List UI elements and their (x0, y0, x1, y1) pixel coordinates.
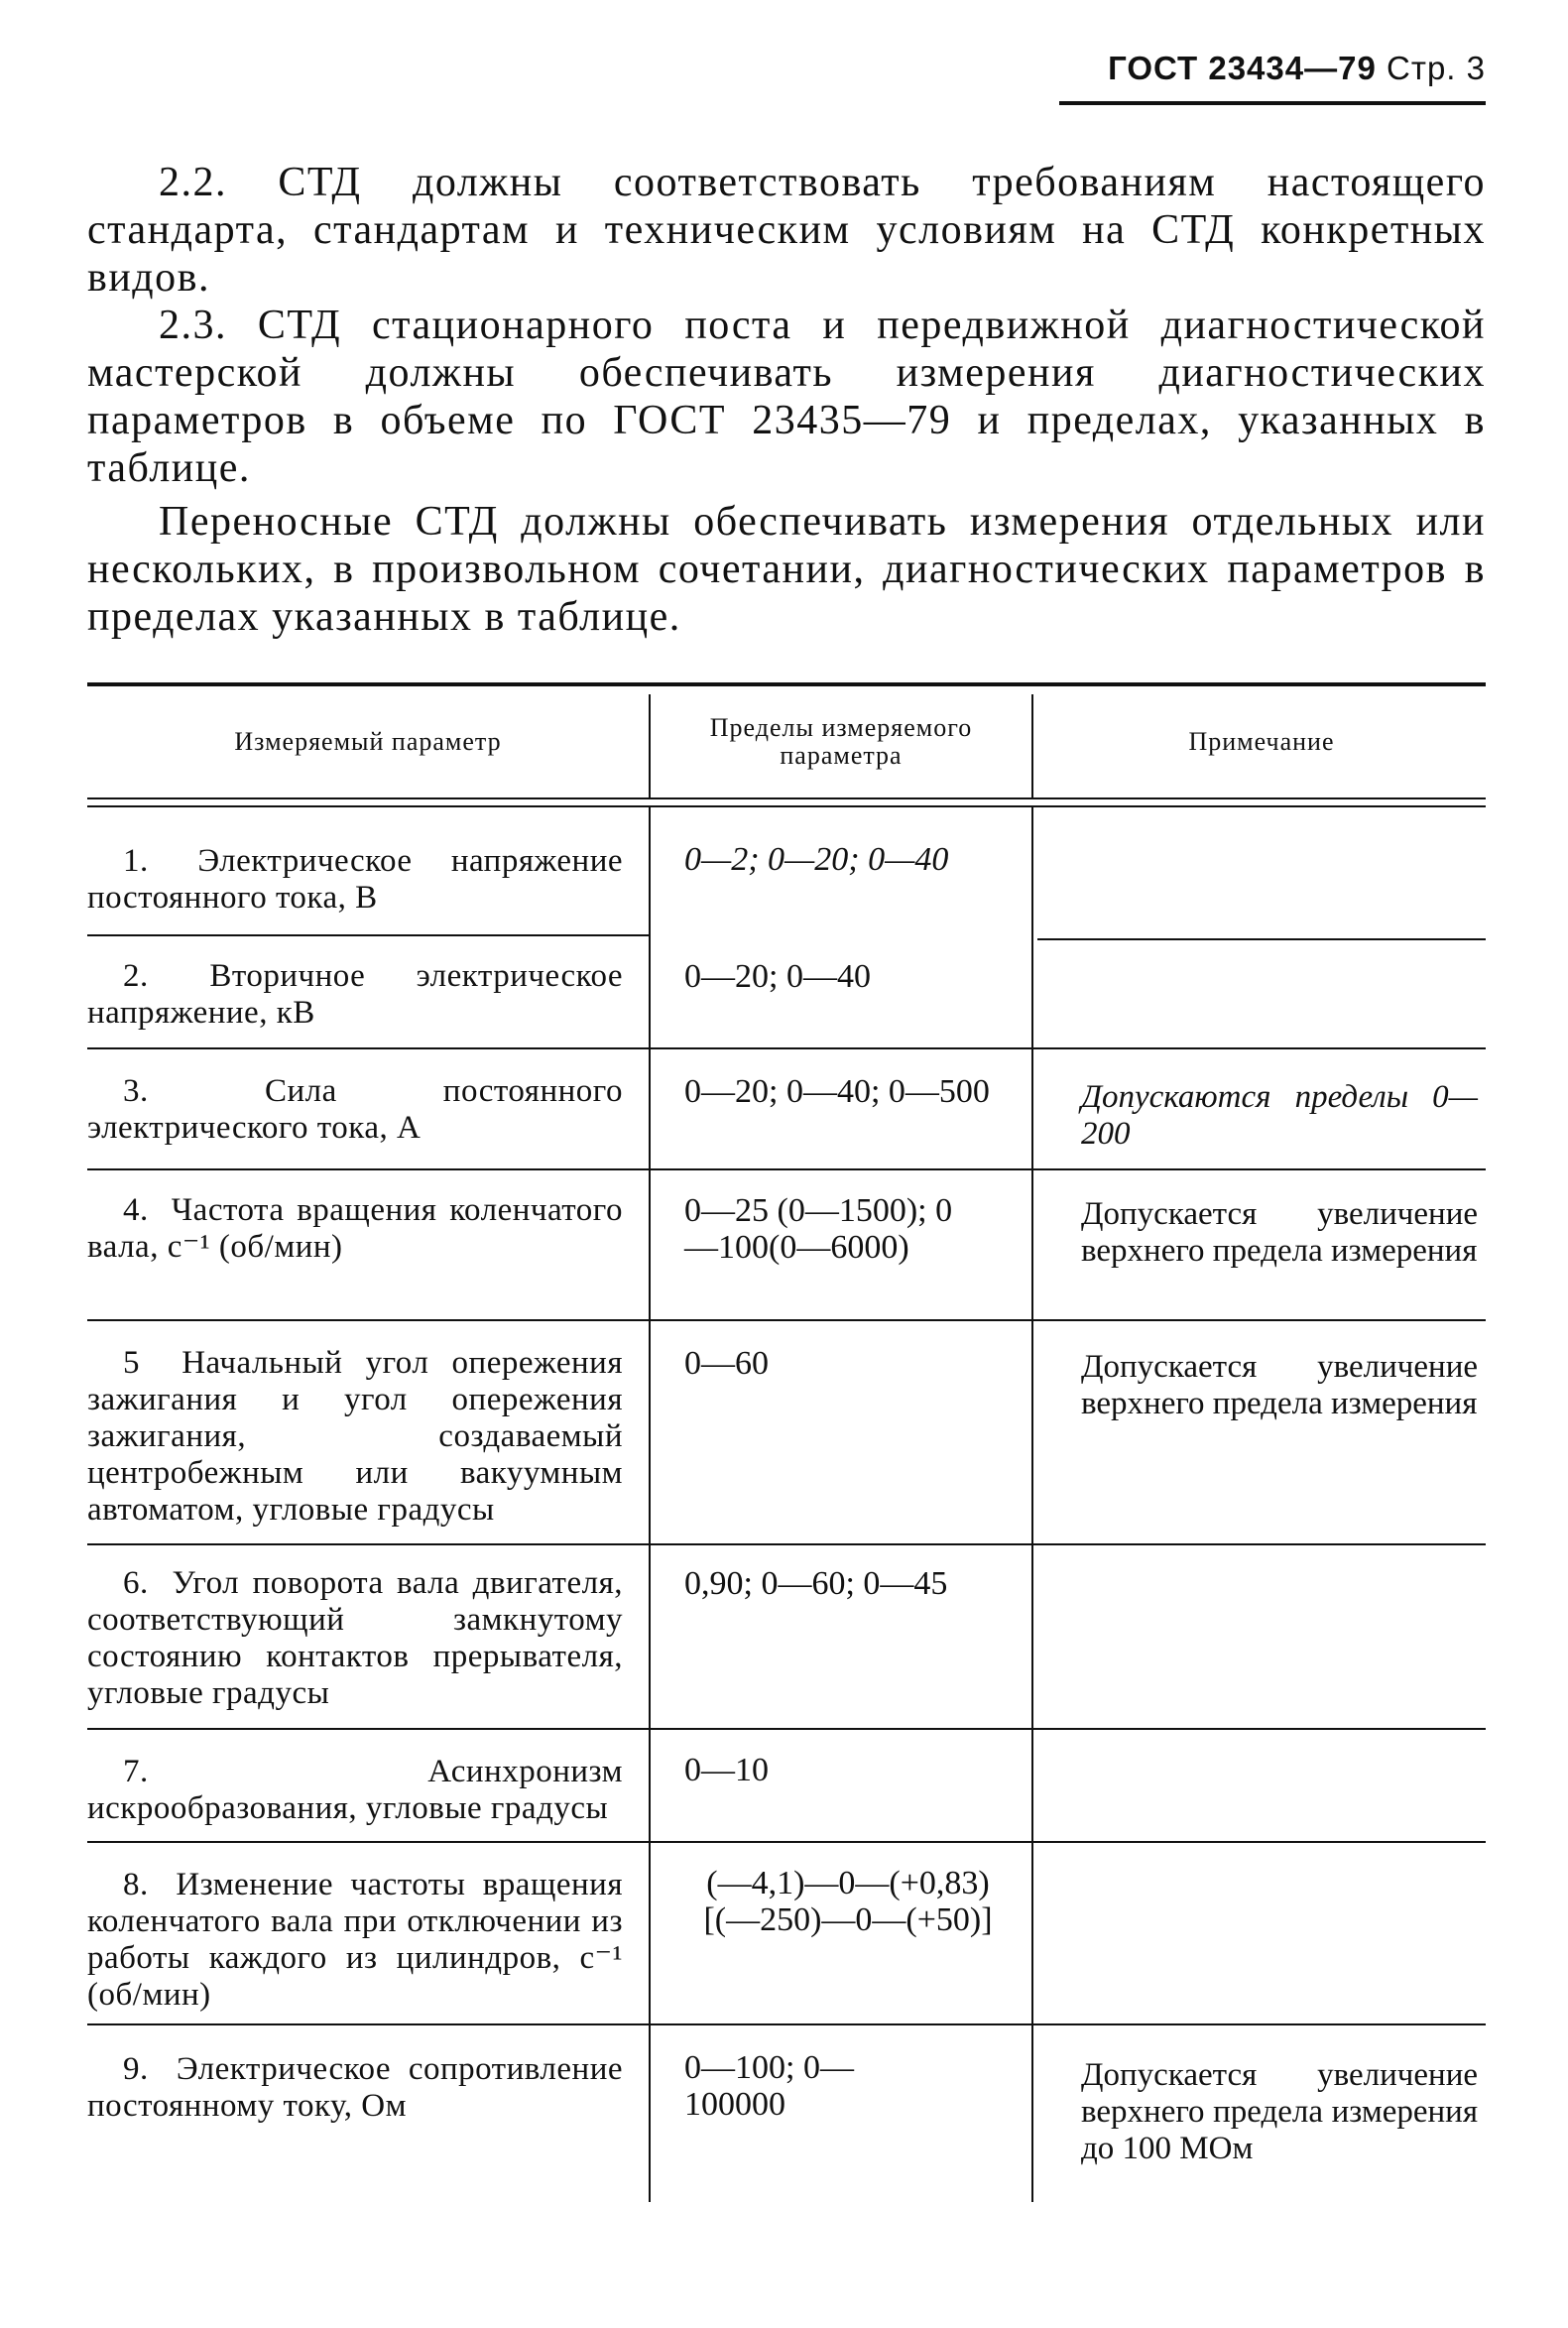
table-header-rule-1 (87, 797, 1486, 799)
row-separator (87, 1841, 1486, 1843)
row-4-param (87, 1192, 623, 1266)
row-separator (87, 1543, 1486, 1545)
standard-number: ГОСТ 23434—79 (1108, 50, 1377, 86)
row-6-range: 0,90; 0—60; 0—45 (684, 1565, 948, 1602)
row-8-number: 8. (123, 1867, 149, 1902)
row-separator (87, 2023, 1486, 2025)
row-1-number: 1. (123, 843, 149, 879)
row-3-number: 3. (123, 1073, 149, 1109)
row-5-number: 5 (123, 1345, 140, 1381)
table-top-rule (87, 682, 1486, 686)
row-4-range: 0—25 (0—1500); 0—100(0—6000) (684, 1192, 953, 1266)
row-3-param (87, 1073, 623, 1147)
header-divider-2 (1031, 694, 1033, 797)
row-1-param-text: Электрическое напряжение постоянного тока, В (87, 843, 624, 916)
row-9-number: 9. (123, 2051, 149, 2087)
row-separator (1037, 938, 1486, 940)
row-7-param-text: Асинхронизм искрообразования, угловые градусы (87, 1754, 623, 1826)
page-number: Стр. 3 (1387, 50, 1486, 86)
row-9-param (87, 2051, 623, 2125)
row-5-param (87, 1345, 623, 1529)
row-4-number: 4. (123, 1192, 149, 1228)
row-7-param (87, 1754, 623, 1827)
paragraph-portable-text: Переносные СТД должны обеспечивать измерения отдельных или нескольких, в произвольном сочетании, диагностических параметров в пределах указанных в таблице. (87, 499, 1486, 640)
row-4-note: Допускается увеличение верхнего предела измерения (1081, 1196, 1478, 1269)
paragraph-2-3-text: 2.3. СТД стационарного поста и передвижной диагностической мастерской должны обеспечивать измерения диагностических параметров в объеме по ГОСТ 23435—79 и пределах, указанных в таблице. (87, 303, 1486, 491)
row-2-param-text: Вторичное электрическое напряжение, кВ (87, 958, 623, 1031)
row-5-note: Допускается увеличение верхнего предела измерения (1081, 1349, 1478, 1421)
row-3-param-text: Сила постоянного электрического тока, А (87, 1073, 623, 1146)
row-9-note: Допускается увеличение верхнего предела измерения до 100 МОм (1081, 2057, 1478, 2166)
row-separator (87, 1728, 1486, 1730)
column-divider-2 (1031, 807, 1033, 2202)
row-separator (87, 1168, 1486, 1170)
row-2-range: 0—20; 0—40 (684, 958, 871, 995)
row-8-param (87, 1867, 623, 2014)
paragraph-2-2 (87, 159, 1486, 302)
header-range: Пределы измеряемого параметра (709, 713, 973, 770)
header-divider-1 (649, 694, 651, 797)
row-5-range: 0—60 (684, 1345, 769, 1382)
row-9-param-text: Электрическое сопротивление постоянному току, Ом (87, 2051, 623, 2124)
paragraph-2-2-text: 2.2. СТД должны соответствовать требованиям настоящего стандарта, стандартам и техническим условиям на СТД конкретных видов. (87, 160, 1486, 301)
header-param: Измеряемый параметр (234, 727, 502, 756)
header-rule (1059, 101, 1486, 105)
row-6-param-text: Угол поворота вала двигателя, соответствующий замкнутому состоянию контактов прерывателя, угловые градусы (87, 1565, 623, 1711)
paragraph-2-3 (87, 302, 1486, 492)
row-8-param-text: Изменение частоты вращения коленчатого вала при отключении из работы каждого из цилиндров, с⁻¹ (об/мин) (87, 1867, 623, 2013)
row-1-param (87, 843, 623, 917)
row-1-range: 0—2; 0—20; 0—40 (684, 841, 949, 878)
row-3-note: Допускаются пределы 0—200 (1081, 1079, 1478, 1152)
row-separator (87, 1047, 1486, 1049)
row-7-range: 0—10 (684, 1752, 769, 1788)
header-note: Примечание (1188, 727, 1335, 756)
row-2-number: 2. (123, 958, 149, 994)
row-4-param-text: Частота вращения коленчатого вала, с⁻¹ (об/мин) (87, 1192, 623, 1265)
row-7-number: 7. (123, 1754, 149, 1789)
row-5-param-text: Начальный угол опережения зажигания и угол опережения зажигания, создаваемый центробежным или вакуумным автоматом, угловые градусы (87, 1345, 624, 1528)
row-3-range: 0—20; 0—40; 0—500 (684, 1073, 990, 1110)
row-9-range: 0—100; 0—100000 (684, 2049, 854, 2123)
row-8-range: (—4,1)—0—(+0,83) [(—250)—0—(+50)] (703, 1865, 993, 1938)
row-2-param (87, 958, 623, 1032)
page-header (1059, 50, 1486, 87)
column-divider-1 (649, 807, 651, 2202)
row-separator (87, 934, 649, 936)
row-6-param (87, 1565, 623, 1712)
paragraph-portable (87, 498, 1486, 641)
row-6-number: 6. (123, 1565, 149, 1601)
table-header-rule-2 (87, 805, 1486, 807)
row-separator (87, 1319, 1486, 1321)
